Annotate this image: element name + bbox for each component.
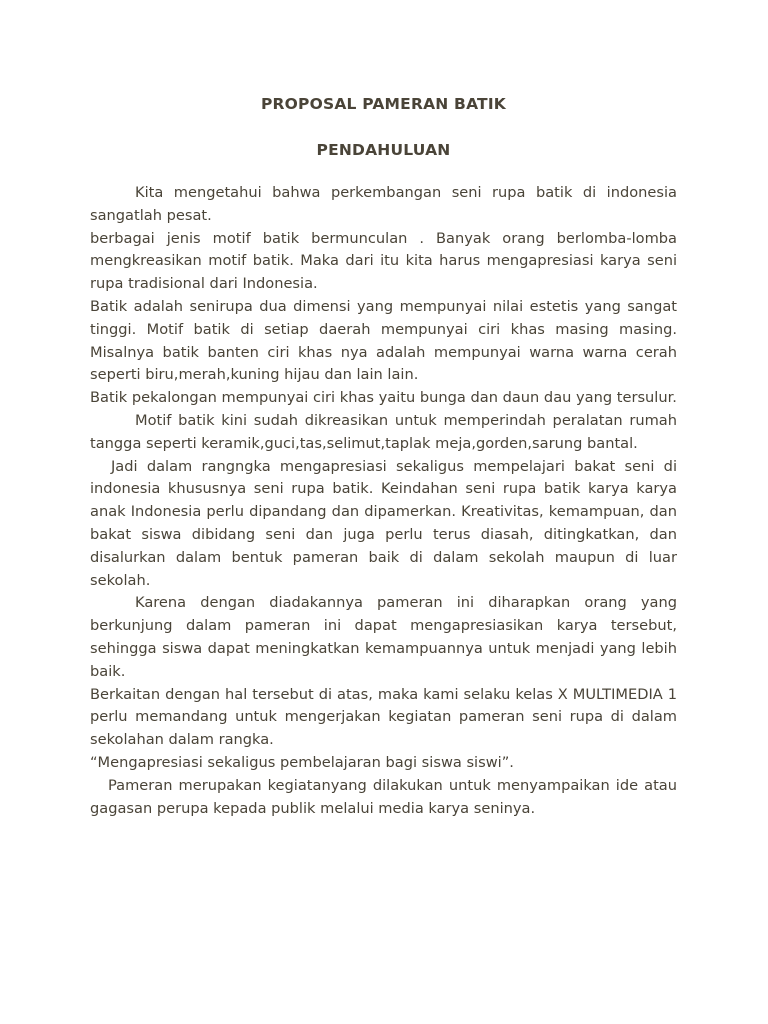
document-body: [90, 182, 677, 820]
document-page: [90, 92, 677, 820]
paragraph-7: Karena dengan diadakannya pameran ini diharapkan orang yang berkunjung dalam pameran ini dapat mengapresiasikan karya tersebut, sehingga siswa dapat meningkatkan kemampuannya untuk menjadi yang lebih baik.: [90, 594, 677, 680]
document-title: PROPOSAL PAMERAN BATIK: [260, 95, 507, 113]
paragraph-6: Jadi dalam rangngka mengapresiasi sekaligus mempelajari bakat seni di indonesia khususnya seni rupa batik. Keindahan seni rupa batik karya karya anak Indonesia perlu dipandang dan dipamerkan. Kreativitas, kemampuan, dan bakat siswa dibidang seni dan juga perlu terus diasah, ditingkatkan, dan disalurkan dalam bentuk pameran baik di dalam sekolah maupun di luar sekolah.: [90, 457, 677, 589]
paragraph-9: “Mengapresiasi sekaligus pembelajaran bagi siswa siswi”.: [90, 753, 514, 771]
paragraph-2: berbagai jenis motif batik bermunculan . Banyak orang berlomba-lomba mengkreasikan motif batik. Maka dari itu kita harus mengapresiasi karya seni rupa tradisional dari Indonesia.: [90, 229, 677, 293]
paragraph-5: Motif batik kini sudah dikreasikan untuk memperindah peralatan rumah tangga seperti keramik,guci,tas,selimut,taplak meja,gorden,sarung bantal.: [90, 411, 677, 452]
paragraph-4: Batik pekalongan mempunyai ciri khas yaitu bunga dan daun dau yang tersulur.: [90, 389, 677, 407]
paragraph-1: Kita mengetahui bahwa perkembangan seni rupa batik di indonesia sangatlah pesat.: [90, 184, 677, 224]
paragraph-10: Pameran merupakan kegiatanyang dilakukan untuk menyampaikan ide atau gagasan perupa kepada publik melalui media karya seninya.: [90, 776, 677, 817]
paragraph-3: Batik adalah senirupa dua dimensi yang mempunyai nilai estetis yang sangat tinggi. Motif batik di setiap daerah mempunyai ciri khas masing masing. Misalnya batik banten ciri khas nya adalah mempunyai warna warna cerah seperti biru,merah,kuning hijau dan lain lain.: [90, 297, 677, 384]
paragraph-8: Berkaitan dengan hal tersebut di atas, maka kami selaku kelas X MULTIMEDIA 1 perlu memandang untuk mengerjakan kegiatan pameran seni rupa di dalam sekolahan dalam rangka.: [90, 685, 677, 749]
section-heading: PENDAHULUAN: [316, 141, 451, 159]
